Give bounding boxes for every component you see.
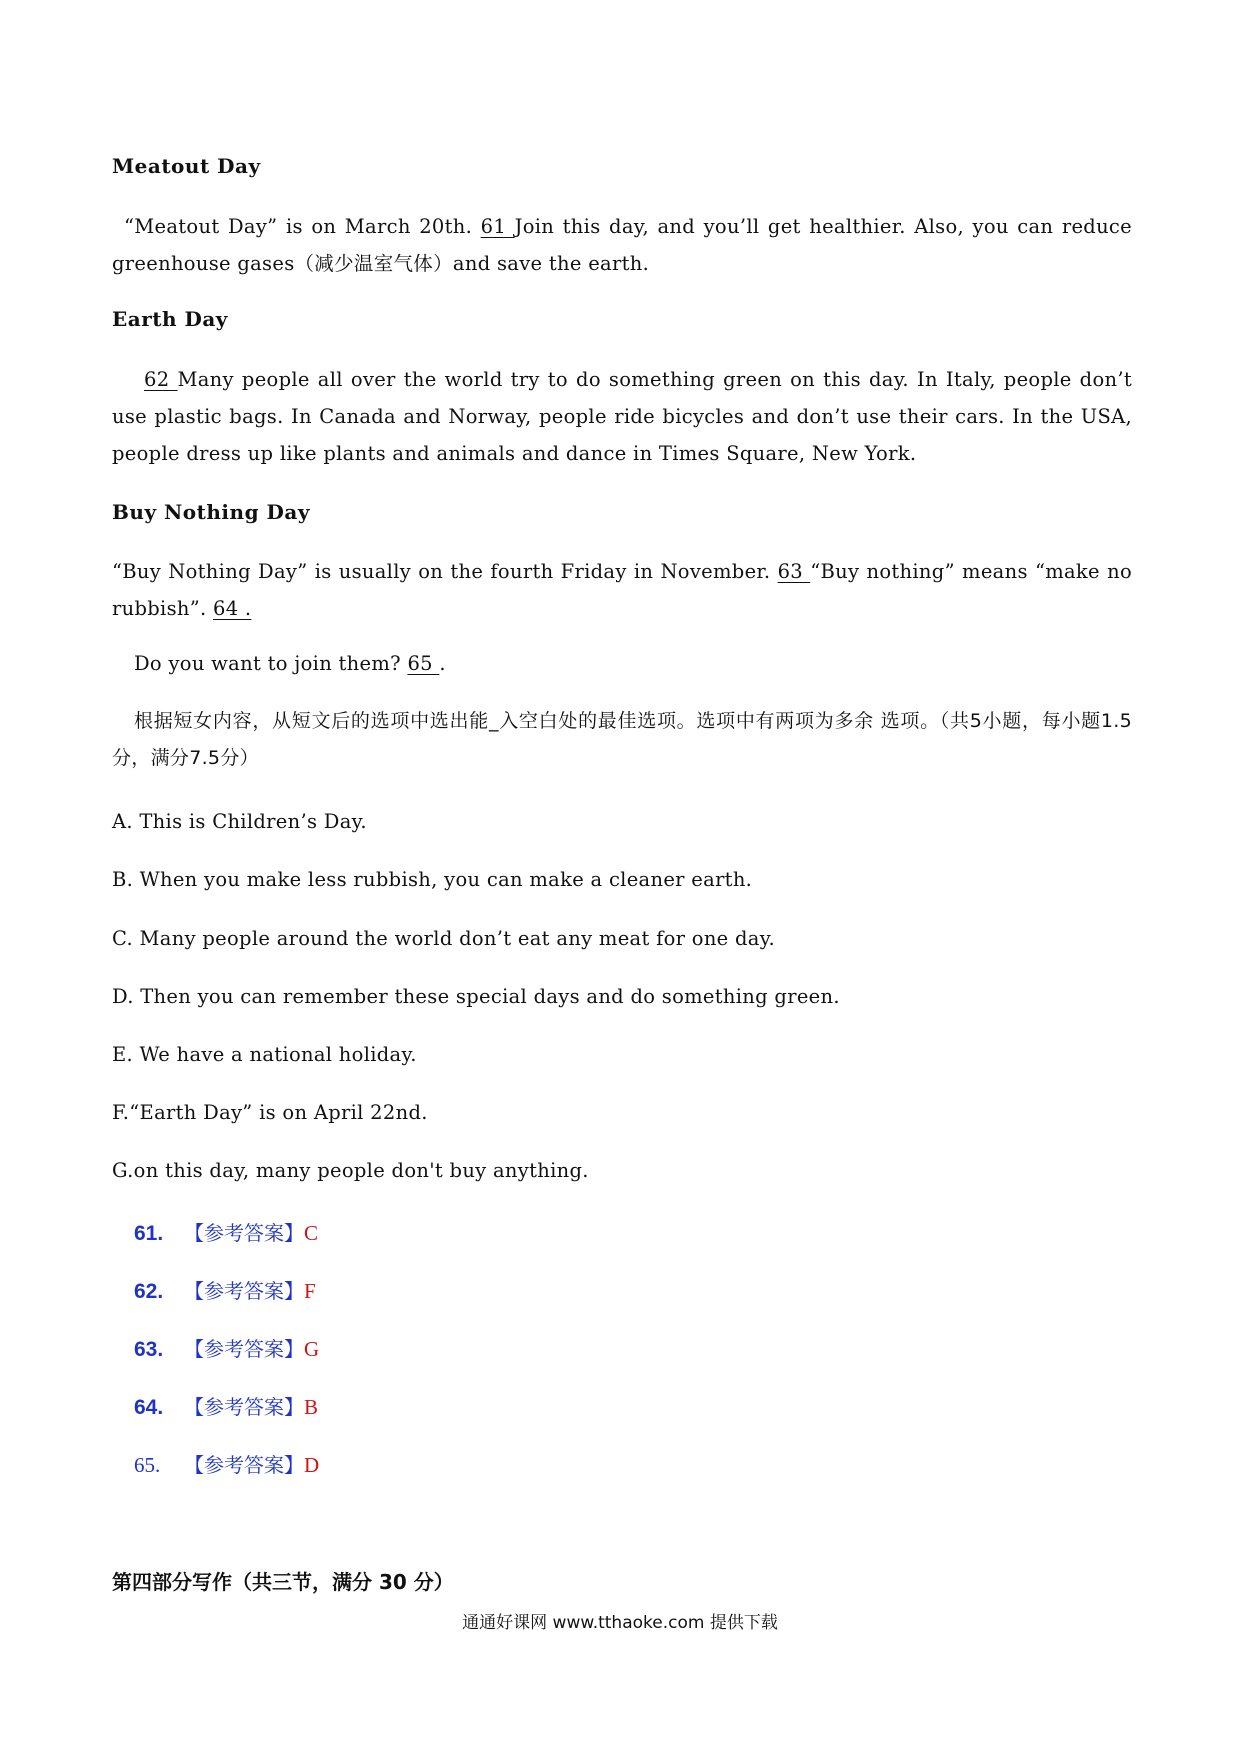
answer-number: 65. bbox=[134, 1453, 161, 1477]
option-f: F.“Earth Day” is on April 22nd. bbox=[112, 1101, 428, 1124]
paragraph-buy-nothing-day bbox=[112, 553, 1132, 627]
blank-62: 62 bbox=[144, 368, 178, 391]
answer-value: D bbox=[304, 1453, 320, 1477]
answer-tag: 【参考答案】 bbox=[184, 1337, 304, 1361]
option-c: C. Many people around the world don’t eat any meat for one day. bbox=[112, 927, 775, 950]
meatout-text-before: “Meatout Day” is on March 20th. bbox=[124, 215, 481, 238]
answer-number: 63. bbox=[134, 1338, 164, 1361]
blank-65: 65 bbox=[407, 652, 440, 675]
paragraph-earth-day bbox=[112, 361, 1132, 472]
answer-65 bbox=[134, 1449, 319, 1478]
blank-64: 64 . bbox=[213, 597, 252, 620]
blank-63: 63 bbox=[777, 560, 811, 583]
footer-source: 通通好课网 www.tthaoke.com 提供下载 bbox=[462, 1613, 778, 1633]
option-e: E. We have a national holiday. bbox=[112, 1043, 417, 1066]
answer-62 bbox=[134, 1275, 316, 1304]
answer-number: 62. bbox=[134, 1280, 164, 1303]
option-d: D. Then you can remember these special days and do something green. bbox=[112, 985, 840, 1008]
answer-63 bbox=[134, 1333, 319, 1362]
answer-tag: 【参考答案】 bbox=[184, 1453, 304, 1477]
answer-tag: 【参考答案】 bbox=[184, 1221, 304, 1245]
blank-61: 61 bbox=[480, 215, 515, 238]
join-text-after: . bbox=[439, 652, 446, 675]
answer-tag: 【参考答案】 bbox=[184, 1279, 304, 1303]
answer-61 bbox=[134, 1217, 318, 1246]
answer-value: C bbox=[304, 1221, 319, 1245]
heading-buy-nothing-day: Buy Nothing Day bbox=[112, 500, 310, 524]
paragraph-meatout-day bbox=[112, 208, 1132, 282]
answer-value: B bbox=[304, 1395, 319, 1419]
section-title-writing: 第四部分写作（共三节，满分 30 分） bbox=[112, 1570, 454, 1594]
answer-number: 61. bbox=[134, 1222, 164, 1245]
join-text: Do you want to join them? bbox=[134, 652, 408, 675]
answer-value: G bbox=[304, 1337, 320, 1361]
join-question bbox=[134, 652, 446, 675]
earth-text-after: Many people all over the world try to do something green on this day. In Italy, people don’t use plastic bags. In Canada and Norway, people ride bicycles and don’t use their cars. In the USA, people dress up like plants and animals and dance in Times Square, New York. bbox=[112, 368, 1132, 465]
answer-64 bbox=[134, 1391, 318, 1420]
option-g: G.on this day, many people don't buy anything. bbox=[112, 1159, 589, 1182]
heading-earth-day: Earth Day bbox=[112, 307, 228, 331]
option-a: A. This is Children’s Day. bbox=[112, 810, 367, 833]
buy-nothing-text-before: “Buy Nothing Day” is usually on the fourth Friday in November. bbox=[112, 560, 778, 583]
instructions: 根据短女内容，从短文后的选项中选出能_入空白处的最佳选项。选项中有两项为多余 选项。（共5小题，每小题1.5 分，满分7.5分） bbox=[112, 710, 1132, 769]
answer-value: F bbox=[304, 1279, 316, 1303]
heading-meatout-day: Meatout Day bbox=[112, 154, 261, 178]
answer-tag: 【参考答案】 bbox=[184, 1395, 304, 1419]
meatout-text-after: Join this day, and you’ll get healthier. Also, you can reduce greenhouse gases（减少温室气体）and save the earth. bbox=[112, 215, 1132, 275]
option-b: B. When you make less rubbish, you can make a cleaner earth. bbox=[112, 868, 753, 891]
answer-number: 64. bbox=[134, 1396, 164, 1419]
buy-nothing-text-middle: “Buy nothing” means “make no rubbish”. bbox=[112, 560, 1132, 620]
